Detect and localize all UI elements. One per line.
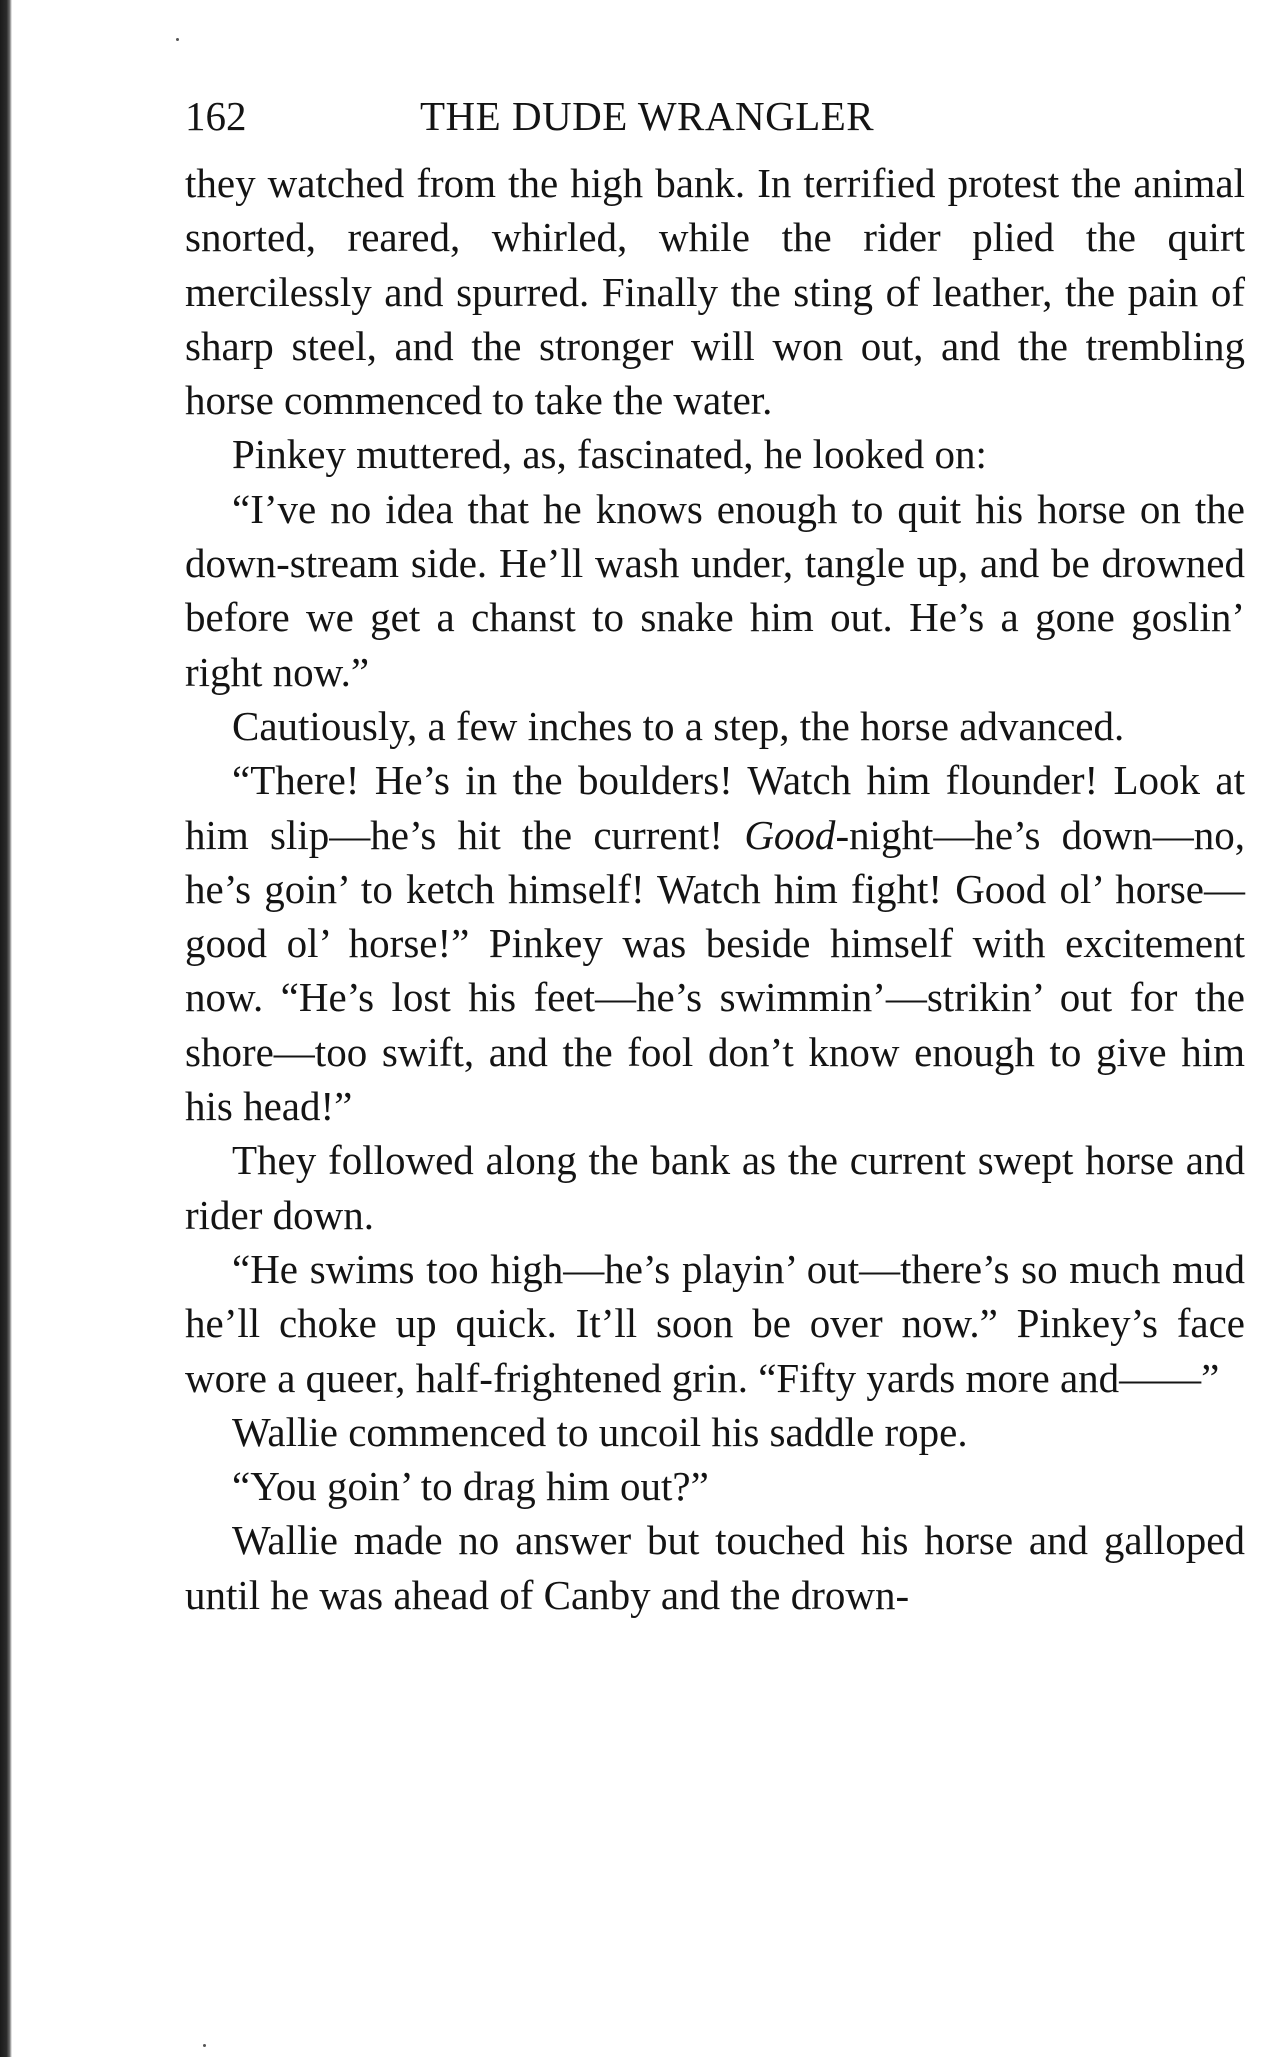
- page-speck: [203, 2044, 206, 2047]
- paragraph: [185, 1133, 1245, 1242]
- paragraph: [185, 1513, 1245, 1622]
- body-text: [185, 156, 1245, 1622]
- page-speck: [176, 38, 179, 41]
- paragraph: [185, 699, 1245, 753]
- text-segment: “You goin’ to drag him out?”: [232, 1463, 709, 1510]
- text-segment: Cautiously, a few inches to a step, the horse advanced.: [232, 702, 1125, 749]
- text-segment: Wallie commenced to uncoil his saddle rope.: [232, 1408, 968, 1455]
- text-segment: Pinkey muttered, as, fascinated, he looked on:: [232, 431, 987, 478]
- paragraph: [185, 482, 1245, 699]
- italic-text: Good: [744, 811, 836, 858]
- text-segment: “He swims too high—he’s playin’ out—there’s so much mud he’ll choke up quick. It’ll soon be over now.” Pinkey’s face wore a queer, half-frightened grin. “Fifty yards more and——”: [185, 1245, 1245, 1401]
- paragraph: [185, 1459, 1245, 1513]
- paragraph: [185, 427, 1245, 481]
- book-page: [185, 88, 1245, 1622]
- text-segment: -night—he’s down—no, he’s goin’ to ketch himself! Watch him fight! Good ol’ horse—good ol’ horse!” Pinkey was beside himself with excitement now. “He’s lost his feet—he’s swimmin’—strikin’ out for the shore—too swift, and the fool don’t know enough to give him his head!”: [185, 811, 1246, 1130]
- text-segment: Wallie made no answer but touched his horse and galloped until he was ahead of Canby and the drown-: [185, 1517, 1245, 1618]
- paragraph: [185, 753, 1245, 1133]
- paragraph: [185, 1242, 1245, 1405]
- running-head: [185, 88, 1245, 144]
- text-segment: They followed along the bank as the current swept horse and rider down.: [185, 1137, 1245, 1238]
- page-number: 162: [185, 93, 247, 139]
- page-binding-edge: [0, 0, 12, 2057]
- text-segment: “There! He’s in the boulders! Watch him flounder! Look at him slip—he’s hit the current!: [185, 757, 1245, 858]
- running-title: THE DUDE WRANGLER: [420, 93, 875, 139]
- text-segment: they watched from the high bank. In terrified protest the animal snorted, reared, whirled, while the rider plied the quirt mercilessly and spurred. Finally the sting of leather, the pain of sharp steel, and the stronger will won out, and the trembling horse commenced to take the water.: [185, 160, 1245, 424]
- text-segment: “I’ve no idea that he knows enough to quit his horse on the down-stream side. He’ll wash under, tangle up, and be drowned before we get a chanst to snake him out. He’s a gone goslin’ right now.”: [185, 485, 1245, 695]
- paragraph: [185, 156, 1245, 427]
- paragraph: [185, 1405, 1245, 1459]
